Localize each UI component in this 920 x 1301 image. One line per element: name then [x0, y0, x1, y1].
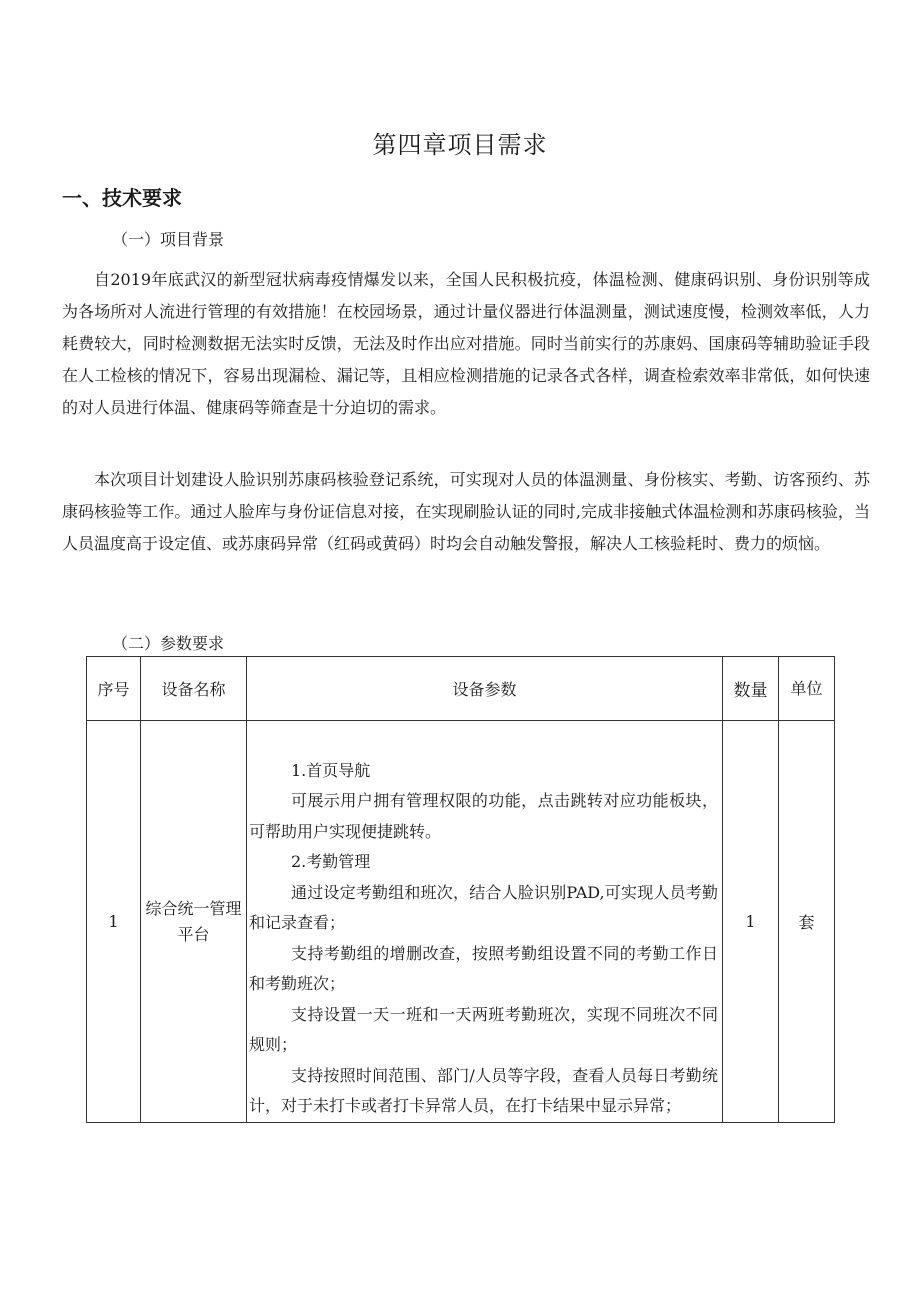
cell-device-params: [247, 721, 723, 1123]
cell-quantity: 1: [723, 721, 779, 1123]
paragraph-background-1: 自2019年底武汉的新型冠状病毒疫情爆发以来，全国人民积极抗疫，体温检测、健康码识别、身份识别等成为各场所对人流进行管理的有效措施！在校园场景，通过计量仪器进行体温测量，测试速度慢，检测效率低，人力耗费较大，同时检测数据无法实时反馈，无法及时作出应对措施。同时当前实行的苏康妈、国康码等辅助验证手段在人工检核的情况下，容易出现漏检、漏记等，且相应检测措施的记录各式各样，调查检索效率非常低，如何快速的对人员进行体温、健康码等筛查是十分迫切的需求。: [62, 270, 870, 417]
spec-line: 可展示用户拥有管理权限的功能，点击跳转对应功能板块，可帮助用户实现便捷跳转。: [249, 791, 718, 841]
spec-line: 2.考勤管理: [291, 852, 371, 871]
cell-unit: 套: [779, 721, 835, 1123]
spec-line: 支持按照时间范围、部门/人员等字段，查看人员每日考勤统计，对于未打卡或者打卡异常人员，在打卡结果中显示异常；: [249, 1065, 718, 1115]
header-device-params: 设备参数: [247, 657, 723, 721]
spec-line: 支持考勤组的增删改查，按照考勤组设置不同的考勤工作日和考勤班次；: [249, 943, 718, 993]
spec-line: 支持设置一天一班和一天两班考勤班次，实现不同班次不同规则；: [249, 1004, 718, 1054]
header-seq: 序号: [87, 657, 141, 721]
header-device-name: 设备名称: [141, 657, 247, 721]
table-header-row: [87, 657, 835, 721]
table-row: [87, 721, 835, 1123]
spec-line: 1.首页导航: [291, 760, 371, 780]
cell-seq: 1: [87, 721, 141, 1123]
sub-heading-project-background: （一）项目背景: [112, 230, 225, 249]
sub-heading-parameter-requirements: （二）参数要求: [112, 634, 225, 653]
paragraph-background-2: 本次项目计划建设人脸识别苏康码核验登记系统，可实现对人员的体温测量、身份核实、考勤、访客预约、苏康码核验等工作。通过人脸库与身份证信息对接，在实现刷脸认证的同时,完成非接触式体温检测和苏康码核验，当人员温度高于设定值、或苏康码异常（红码或黄码）时均会自动触发警报，解决人工核验耗时、费力的烦恼。: [62, 470, 870, 553]
spec-line: 通过设定考勤组和班次，结合人脸识别PAD,可实现人员考勤和记录查看；: [249, 882, 718, 932]
header-unit: 单位: [779, 657, 835, 721]
cell-device-name: 综合统一管理平台: [141, 721, 247, 1123]
page-title: 第四章项目需求: [372, 131, 548, 159]
parameter-table: [86, 656, 835, 1123]
section-heading-technical-requirements: 一、技术要求: [62, 186, 182, 210]
header-quantity: 数量: [723, 657, 779, 721]
